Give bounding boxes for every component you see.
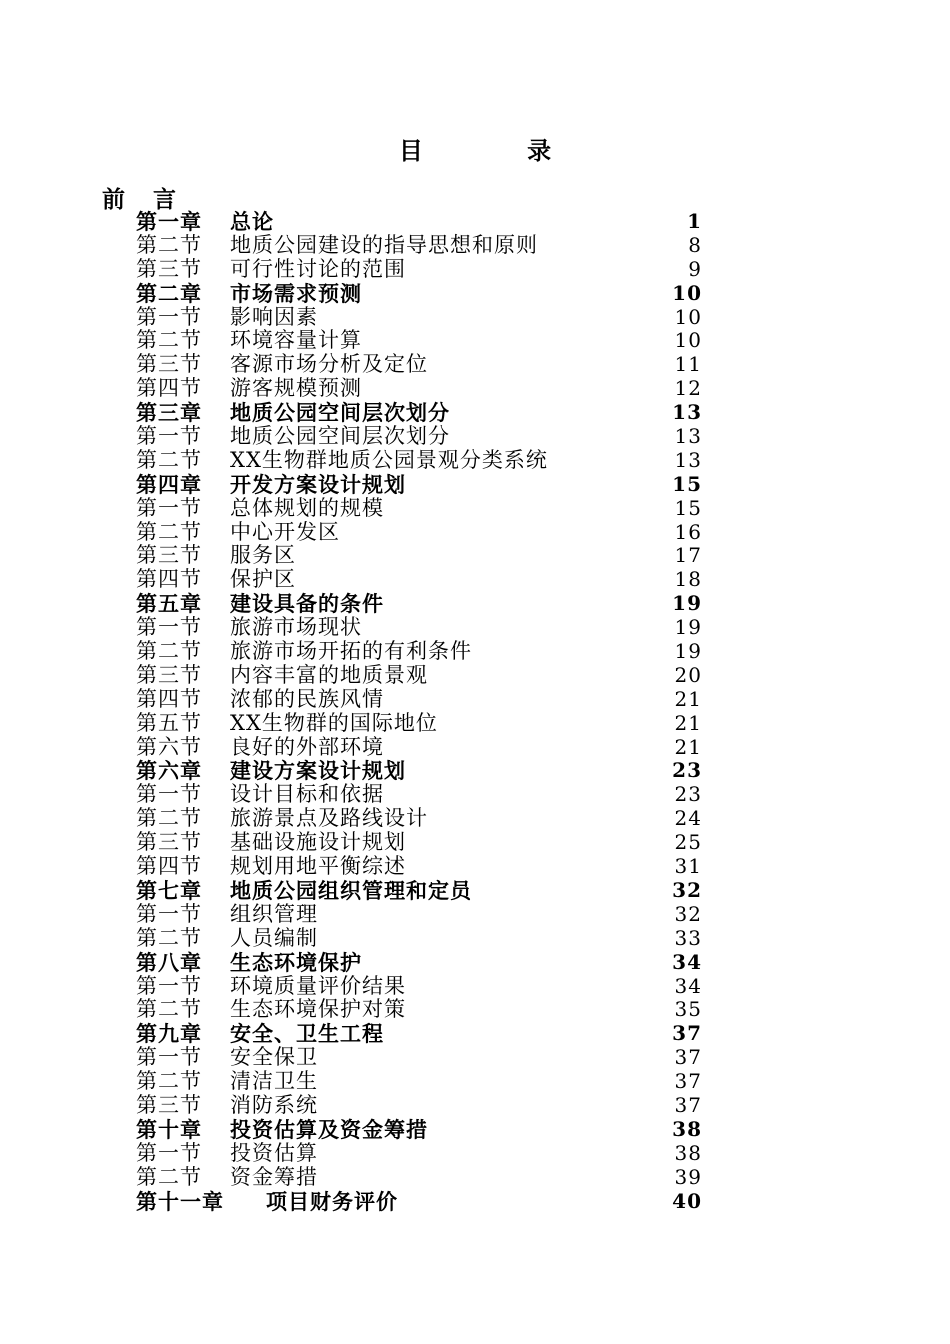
toc-chapter-row[interactable] (136, 401, 702, 425)
toc-entry-number: 第九章 (136, 1021, 202, 1047)
page-title: 目 录 (398, 136, 600, 165)
toc-section-row[interactable] (136, 903, 702, 927)
toc-entry-title: 投资估算及资金筹措 (230, 1116, 428, 1142)
toc-chapter-row[interactable] (136, 282, 702, 306)
toc-entry-number: 第二节 (136, 519, 202, 544)
toc-entry-title: 投资估算 (230, 1140, 318, 1165)
toc-entry-title: 地质公园组织管理和定员 (230, 877, 472, 903)
toc-entry-page: 34 (674, 973, 702, 998)
toc-section-row[interactable] (136, 1142, 702, 1166)
toc-section-row[interactable] (136, 736, 702, 760)
toc-entry-number: 第二节 (136, 806, 202, 831)
toc-entry-title: 客源市场分析及定位 (230, 352, 428, 377)
toc-entry-number: 第一节 (136, 973, 202, 998)
toc-chapter-row[interactable] (136, 592, 702, 616)
toc-section-row[interactable] (136, 640, 702, 664)
toc-entry-page: 37 (674, 1092, 702, 1117)
toc-section-row[interactable] (136, 998, 702, 1022)
toc-section-row[interactable] (136, 1046, 702, 1070)
toc-entry-number: 第三节 (136, 662, 202, 687)
toc-entry-page: 31 (674, 854, 702, 879)
toc-entry-page: 33 (674, 925, 702, 950)
toc-section-row[interactable] (136, 855, 702, 879)
toc-entry-title: 建设方案设计规划 (230, 758, 406, 784)
toc-entry-page: 32 (674, 901, 702, 926)
toc-entry-number: 第二节 (136, 1164, 202, 1189)
toc-section-row[interactable] (136, 1166, 702, 1190)
toc-entry-number: 第十章 (136, 1116, 202, 1142)
toc-entry-number: 第四节 (136, 376, 202, 401)
toc-section-row[interactable] (136, 449, 702, 473)
toc-section-row[interactable] (136, 258, 702, 282)
toc-entry-title: 内容丰富的地质景观 (230, 662, 428, 687)
toc-section-row[interactable] (136, 783, 702, 807)
toc-entry-title: 组织管理 (230, 901, 318, 926)
toc-section-row[interactable] (136, 497, 702, 521)
toc-entry-page: 39 (674, 1164, 702, 1189)
toc-entry-title: 地质公园空间层次划分 (230, 424, 450, 449)
toc-entry-page: 20 (674, 662, 702, 687)
toc-entry-page: 10 (674, 328, 702, 353)
toc-section-row[interactable] (136, 234, 702, 258)
toc-entry-page: 12 (674, 376, 702, 401)
toc-chapter-row[interactable] (136, 951, 702, 975)
toc-entry-number: 第三节 (136, 256, 202, 281)
toc-entry-number: 第五节 (136, 710, 202, 735)
toc-entry-title: 环境容量计算 (230, 328, 362, 353)
toc-section-row[interactable] (136, 975, 702, 999)
toc-entry-page: 19 (672, 591, 702, 616)
table-of-contents (136, 210, 702, 1213)
toc-entry-number: 第七章 (136, 877, 202, 903)
toc-entry-number: 第一节 (136, 1045, 202, 1070)
toc-entry-number: 第一节 (136, 1140, 202, 1165)
toc-entry-page: 23 (674, 782, 702, 807)
toc-entry-page: 21 (674, 734, 702, 759)
toc-entry-page: 13 (672, 400, 702, 425)
toc-entry-title: 人员编制 (230, 925, 318, 950)
toc-entry-page: 17 (674, 543, 702, 568)
toc-chapter-row[interactable] (136, 1022, 702, 1046)
toc-entry-page: 10 (674, 304, 702, 329)
toc-entry-page: 24 (674, 806, 702, 831)
toc-entry-page: 10 (672, 280, 702, 305)
toc-entry-title: 旅游景点及路线设计 (230, 806, 428, 831)
toc-section-row[interactable] (136, 688, 702, 712)
toc-entry-title: 基础设施设计规划 (230, 830, 406, 855)
toc-entry-title: 影响因素 (230, 304, 318, 329)
toc-section-row[interactable] (136, 831, 702, 855)
toc-section-row[interactable] (136, 306, 702, 330)
toc-section-row[interactable] (136, 521, 702, 545)
toc-entry-number: 第四节 (136, 567, 202, 592)
toc-entry-number: 第一节 (136, 901, 202, 926)
toc-entry-number: 第二节 (136, 328, 202, 353)
toc-entry-title: 旅游市场现状 (230, 615, 362, 640)
toc-entry-page: 23 (672, 758, 702, 783)
toc-entry-page: 37 (674, 1045, 702, 1070)
toc-entry-title: 总体规划的规模 (230, 495, 384, 520)
toc-section-row[interactable] (136, 1094, 702, 1118)
toc-entry-title: XX生物群地质公园景观分类系统 (230, 447, 548, 472)
toc-section-row[interactable] (136, 425, 702, 449)
toc-entry-page: 18 (674, 567, 702, 592)
toc-entry-page: 37 (674, 1069, 702, 1094)
toc-entry-number: 第三节 (136, 830, 202, 855)
toc-entry-page: 19 (674, 615, 702, 640)
toc-entry-page: 16 (674, 519, 702, 544)
toc-entry-title: 地质公园空间层次划分 (230, 400, 450, 426)
toc-entry-number: 第二节 (136, 925, 202, 950)
toc-chapter-row[interactable] (136, 879, 702, 903)
toc-entry-number: 第二节 (136, 1069, 202, 1094)
toc-section-row[interactable] (136, 927, 702, 951)
toc-entry-number: 第二章 (136, 280, 202, 306)
preface-heading: 前 言 (102, 186, 187, 213)
toc-entry-page: 13 (674, 447, 702, 472)
toc-entry-number: 第一节 (136, 424, 202, 449)
toc-section-row[interactable] (136, 568, 702, 592)
toc-entry-title: 建设具备的条件 (230, 591, 384, 617)
toc-entry-number: 第三章 (136, 400, 202, 426)
toc-entry-page: 40 (672, 1188, 702, 1213)
toc-entry-page: 37 (672, 1021, 702, 1046)
toc-chapter-row[interactable] (136, 1190, 702, 1214)
toc-entry-title: 开发方案设计规划 (230, 471, 406, 497)
toc-entry-page: 9 (688, 256, 702, 281)
toc-entry-title: 生态环境保护对策 (230, 997, 406, 1022)
toc-entry-title: 总论 (230, 209, 274, 234)
toc-section-row[interactable] (136, 544, 702, 568)
toc-chapter-row[interactable] (136, 759, 702, 783)
toc-entry-number: 第三节 (136, 543, 202, 568)
toc-entry-title: 游客规模预测 (230, 376, 362, 401)
toc-entry-page: 34 (672, 949, 702, 974)
toc-section-row[interactable] (136, 712, 702, 736)
toc-chapter-row[interactable] (136, 1118, 702, 1142)
toc-entry-number: 第二节 (136, 447, 202, 472)
toc-entry-number: 第六章 (136, 758, 202, 784)
toc-entry-number: 第一章 (136, 209, 202, 234)
toc-entry-page: 15 (674, 495, 702, 520)
toc-entry-number: 第十一章 (136, 1188, 224, 1214)
toc-entry-title: 消防系统 (230, 1092, 318, 1117)
toc-entry-title: 地质公园建设的指导思想和原则 (230, 232, 538, 257)
toc-entry-title: 项目财务评价 (266, 1188, 398, 1214)
toc-entry-title: 资金筹措 (230, 1164, 318, 1189)
toc-entry-number: 第二节 (136, 639, 202, 664)
toc-section-row[interactable] (136, 664, 702, 688)
toc-section-row[interactable] (136, 616, 702, 640)
toc-entry-number: 第一节 (136, 782, 202, 807)
toc-entry-page: 38 (672, 1116, 702, 1141)
toc-entry-title: 服务区 (230, 543, 296, 568)
toc-entry-page: 8 (688, 232, 702, 257)
toc-section-row[interactable] (136, 353, 702, 377)
toc-entry-page: 19 (674, 639, 702, 664)
toc-entry-number: 第八章 (136, 949, 202, 975)
toc-entry-title: 清洁卫生 (230, 1069, 318, 1094)
toc-section-row[interactable] (136, 1070, 702, 1094)
toc-entry-page: 21 (674, 686, 702, 711)
toc-entry-title: 保护区 (230, 567, 296, 592)
toc-entry-title: 安全保卫 (230, 1045, 318, 1070)
toc-entry-title: 可行性讨论的范围 (230, 256, 406, 281)
toc-entry-number: 第一节 (136, 615, 202, 640)
toc-chapter-row[interactable] (136, 210, 702, 234)
toc-entry-number: 第六节 (136, 734, 202, 759)
toc-entry-number: 第四节 (136, 686, 202, 711)
toc-entry-title: 规划用地平衡综述 (230, 854, 406, 879)
toc-entry-page: 38 (674, 1140, 702, 1165)
toc-entry-number: 第四章 (136, 471, 202, 497)
toc-entry-title: 设计目标和依据 (230, 782, 384, 807)
toc-chapter-row[interactable] (136, 473, 702, 497)
toc-entry-title: 旅游市场开拓的有利条件 (230, 639, 472, 664)
toc-entry-page: 21 (674, 710, 702, 735)
toc-entry-page: 1 (687, 209, 702, 233)
toc-entry-title: 良好的外部环境 (230, 734, 384, 759)
toc-entry-page: 15 (672, 471, 702, 496)
toc-entry-title: 生态环境保护 (230, 949, 362, 975)
toc-section-row[interactable] (136, 807, 702, 831)
toc-entry-page: 11 (674, 352, 702, 377)
toc-entry-number: 第三节 (136, 352, 202, 377)
toc-entry-number: 第二节 (136, 997, 202, 1022)
toc-entry-number: 第五章 (136, 591, 202, 617)
toc-entry-page: 25 (674, 830, 702, 855)
toc-entry-number: 第一节 (136, 495, 202, 520)
toc-entry-title: 中心开发区 (230, 519, 340, 544)
toc-entry-number: 第四节 (136, 854, 202, 879)
toc-entry-number: 第二节 (136, 232, 202, 257)
toc-entry-title: 市场需求预测 (230, 280, 362, 306)
toc-entry-page: 32 (672, 877, 702, 902)
toc-entry-number: 第三节 (136, 1092, 202, 1117)
toc-entry-title: 安全、卫生工程 (230, 1021, 384, 1047)
toc-entry-page: 13 (674, 424, 702, 449)
toc-section-row[interactable] (136, 329, 702, 353)
toc-entry-title: 浓郁的民族风情 (230, 686, 384, 711)
toc-entry-title: 环境质量评价结果 (230, 973, 406, 998)
toc-entry-page: 35 (674, 997, 702, 1022)
toc-entry-title: XX生物群的国际地位 (230, 710, 438, 735)
toc-entry-number: 第一节 (136, 304, 202, 329)
toc-section-row[interactable] (136, 377, 702, 401)
